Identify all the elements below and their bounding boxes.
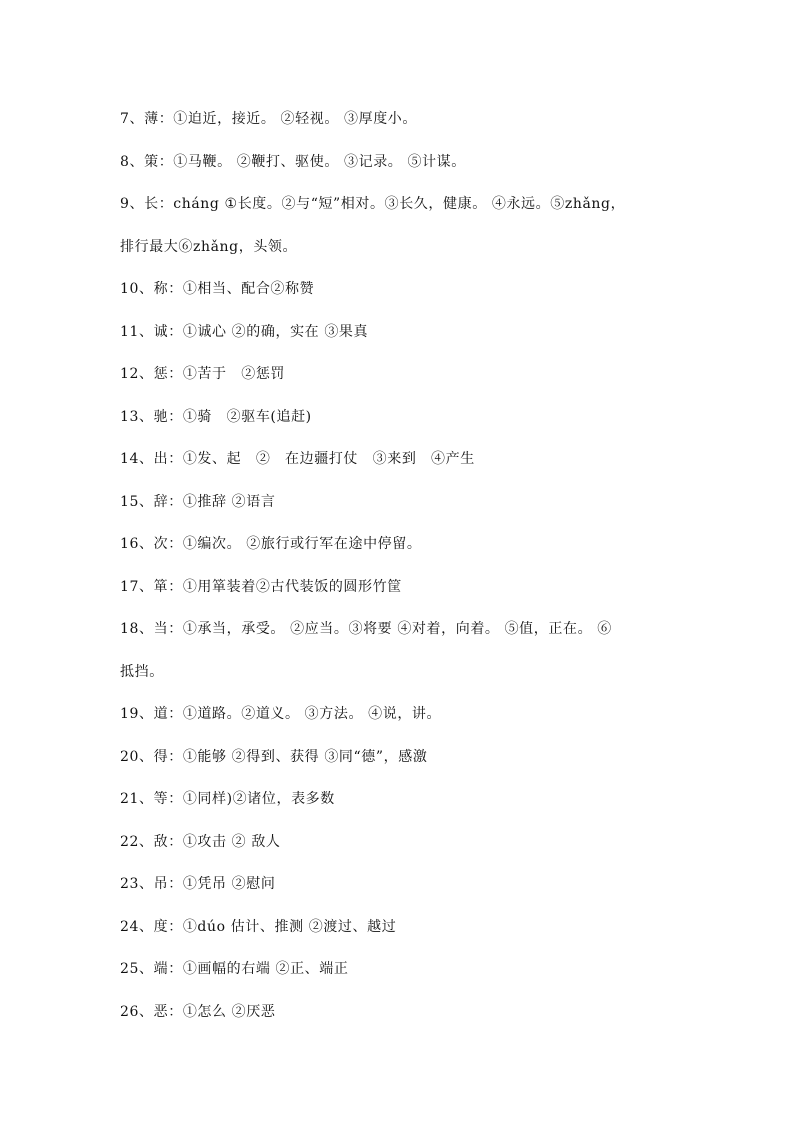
list-item: 11、诚：①诚心 ②的确，实在 ③果真 bbox=[120, 323, 369, 340]
list-item: 抵挡。 bbox=[120, 663, 164, 680]
list-item: 23、吊：①凭吊 ②慰问 bbox=[120, 876, 276, 892]
list-item: 12、惩：①苦于 ②惩罚 bbox=[120, 366, 286, 382]
list-item: 9、长：cháng ①长度。②与“短”相对。③长久，健康。 ④永远。⑤zhǎng， bbox=[120, 196, 626, 212]
list-item: 19、道：①道路。②道义。 ③方法。 ④说，讲。 bbox=[120, 706, 442, 722]
vocabulary-list bbox=[120, 105, 680, 1040]
list-item: 15、辞：①推辞 ②语言 bbox=[120, 493, 276, 510]
list-item: 26、恶：①怎么 ②厌恶 bbox=[120, 1003, 276, 1020]
list-item: 17、箪：①用箪装着②古代装饭的圆形竹筐 bbox=[120, 578, 402, 595]
list-item: 20、得：①能够 ②得到、获得 ③同“德”，感激 bbox=[120, 748, 428, 765]
list-item: 10、称：①相当、配合②称赞 bbox=[120, 281, 315, 297]
list-item: 14、出：①发、起 ② 在边疆打仗 ③来到 ④产生 bbox=[120, 451, 475, 467]
list-item: 21、等：①同样)②诸位，表多数 bbox=[120, 791, 335, 807]
list-item: 7、薄：①迫近，接近。 ②轻视。 ③厚度小。 bbox=[120, 111, 418, 127]
list-item: 16、次：①编次。 ②旅行或行军在途中停留。 bbox=[120, 536, 422, 552]
list-item: 13、驰：①骑 ②驱车(追赶) bbox=[120, 408, 312, 425]
list-item: 24、度：①dúo 估计、推测 ②渡过、越过 bbox=[120, 918, 397, 935]
list-item: 8、策：①马鞭。 ②鞭打、驱使。 ③记录。 ⑤计谋。 bbox=[120, 153, 466, 170]
list-item: 排行最大⑥zhǎng，头领。 bbox=[120, 238, 298, 255]
list-item: 25、端：①画幅的右端 ②正、端正 bbox=[120, 961, 349, 977]
list-item: 22、敌：①攻击 ② 敌人 bbox=[120, 833, 281, 850]
list-item: 18、当：①承当，承受。 ②应当。③将要 ④对着，向着。 ⑤值，正在。 ⑥ bbox=[120, 621, 612, 637]
